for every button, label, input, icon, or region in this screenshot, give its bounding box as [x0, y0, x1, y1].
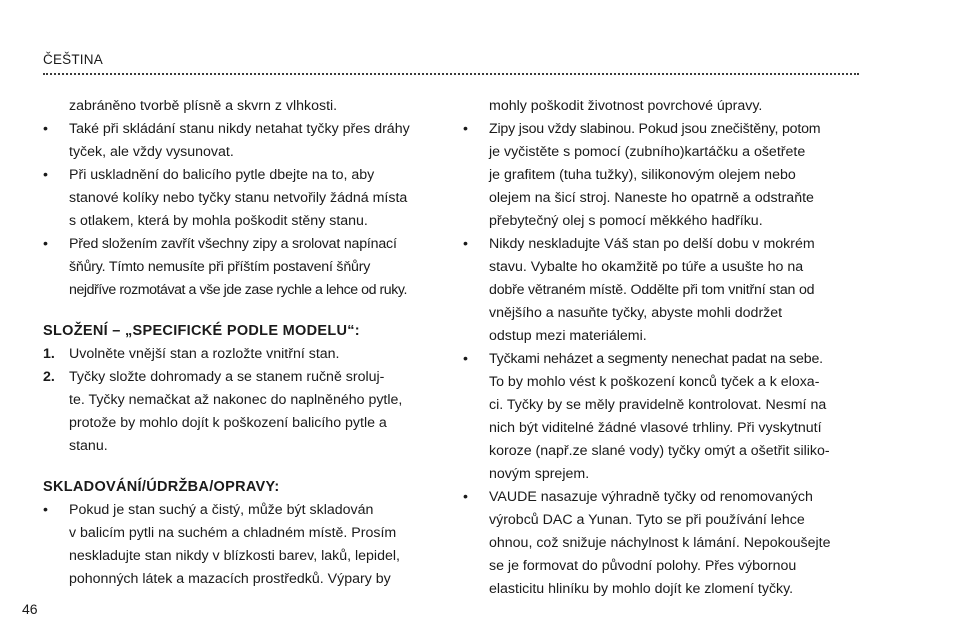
text-line: pohonných látek a mazacích prostředků. Výpary by — [69, 571, 391, 587]
text-line: To by mohlo vést k poškození konců tyček a k eloxa- — [489, 374, 820, 390]
list-item — [43, 164, 443, 233]
text-line: neskladujte stan nikdy v blízkosti barev, laků, lepidel, — [69, 548, 400, 564]
bullet-marker: • — [463, 121, 468, 137]
header-dotted-divider — [43, 73, 859, 75]
text-line: Zipy jsou vždy slabinou. Pokud jsou znečištěny, potom — [489, 121, 821, 137]
list-item — [43, 233, 443, 302]
text-line: stanu. — [69, 438, 108, 454]
text-line: elasticitu hliníku by mohlo dojít ke zlomení tyčky. — [489, 581, 794, 597]
left-column — [43, 95, 443, 591]
text-line: šňůry. Tímto nemusíte při příštím postavení šňůry — [69, 259, 371, 275]
text-line: je grafitem (tuha tužky), silikonovým olejem nebo — [489, 167, 796, 183]
text-line: Také při skládání stanu nikdy netahat tyčky přes dráhy — [69, 121, 410, 137]
bullet-marker: • — [463, 351, 468, 367]
text-line: Tyčky složte dohromady a se stanem ručně sroluj- — [69, 369, 385, 385]
step-number: 2. — [43, 369, 55, 385]
text-line: novým sprejem. — [489, 466, 590, 482]
text-line: výrobců DAC a Yunan. Tyto se při používání lehce — [489, 512, 805, 528]
bullet-marker: • — [43, 502, 48, 518]
list-item — [43, 499, 443, 591]
right-column — [463, 95, 863, 601]
list-item — [463, 233, 863, 348]
section-title-storage: SKLADOVÁNÍ/ÚDRŽBA/OPRAVY: — [43, 479, 280, 495]
text-line: olejem na šicí stroj. Naneste ho opatrně a odstraňte — [489, 190, 814, 206]
text-line: ohnou, což snižuje náchylnost k lámání. Nepokoušejte — [489, 535, 831, 551]
section-title-assembly: SLOŽENÍ – „SPECIFICKÉ PODLE MODELU“: — [43, 323, 360, 339]
numbered-step — [43, 343, 443, 366]
continuation-text: mohly poškodit životnost povrchové úpravy. — [489, 98, 763, 114]
step-number: 1. — [43, 346, 55, 362]
bullet-marker: • — [43, 167, 48, 183]
text-line: v balicím pytli na suchém a chladném místě. Prosím — [69, 525, 397, 541]
text-line: stanové kolíky nebo tyčky stanu netvořily žádná místa — [69, 190, 408, 206]
list-item — [463, 118, 863, 233]
text-line: Uvolněte vnější stan a rozložte vnitřní stan. — [69, 346, 340, 362]
text-line: přebytečný olej s pomocí měkkého hadříku. — [489, 213, 763, 229]
text-line: vnějšího a nasuňte tyčky, abyste mohli dodržet — [489, 305, 783, 321]
list-item — [463, 348, 863, 486]
list-item — [463, 486, 863, 601]
numbered-step — [43, 366, 443, 458]
text-line: je vyčistěte s pomocí (zubního)kartáčku a ošetřete — [489, 144, 806, 160]
text-line: nich být viditelné žádné vlasové trhliny. Při vyskytnutí — [489, 420, 822, 436]
text-line: stavu. Vybalte ho okamžitě po túře a usušte ho na — [489, 259, 804, 275]
page-number: 46 — [22, 601, 38, 617]
text-line: VAUDE nasazuje výhradně tyčky od renomovaných — [489, 489, 813, 505]
text-line: ci. Tyčky by se měly pravidelně kontrolovat. Nesmí na — [489, 397, 827, 413]
text-line: se je formovat do původní polohy. Přes výbornou — [489, 558, 797, 574]
text-line: tyček, ale vždy vysunovat. — [69, 144, 234, 160]
header-language: ČEŠTINA — [43, 52, 103, 67]
continuation-text: zabráněno tvorbě plísně a skvrn z vlhkosti. — [69, 98, 338, 114]
text-line: protože by mohlo dojít k poškození balicího pytle a — [69, 415, 387, 431]
bullet-marker: • — [463, 236, 468, 252]
list-item — [43, 118, 443, 164]
text-line: s otlakem, která by mohla poškodit stěny stanu. — [69, 213, 368, 229]
bullet-marker: • — [43, 121, 48, 137]
text-line: dobře větraném místě. Oddělte při tom vnitřní stan od — [489, 282, 815, 298]
bullet-marker: • — [43, 236, 48, 252]
text-line: te. Tyčky nemačkat až nakonec do naplněného pytle, — [69, 392, 403, 408]
text-line: nejdříve rozmotávat a vše jde zase rychle a lehce od ruky. — [69, 282, 407, 298]
text-line: Před složením zavřít všechny zipy a srolovat napínací — [69, 236, 397, 252]
text-line: Pokud je stan suchý a čistý, může být skladován — [69, 502, 374, 518]
text-line: koroze (např.ze slané vody) tyčky omýt a ošetřit siliko- — [489, 443, 830, 459]
text-line: odstup mezi materiálemi. — [489, 328, 647, 344]
bullet-marker: • — [463, 489, 468, 505]
text-line: Při uskladnění do balicího pytle dbejte na to, aby — [69, 167, 375, 183]
text-line: Tyčkami neházet a segmenty nenechat padat na sebe. — [489, 351, 823, 367]
text-line: Nikdy neskladujte Váš stan po delší dobu v mokrém — [489, 236, 815, 252]
